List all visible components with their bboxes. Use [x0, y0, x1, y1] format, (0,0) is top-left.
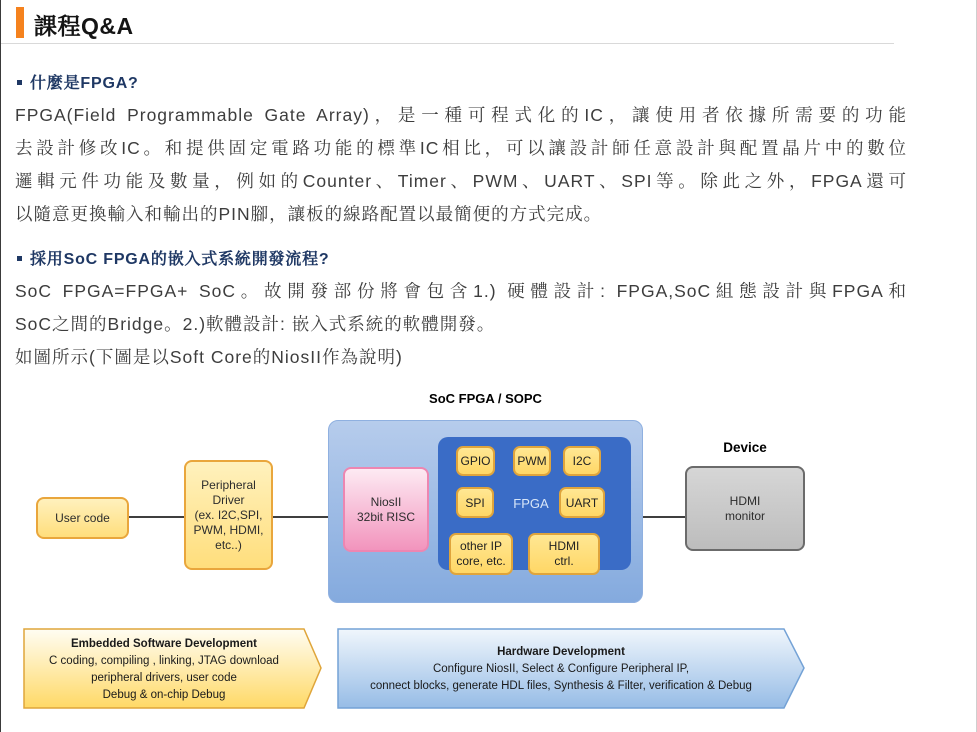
question-1-heading: [15, 70, 907, 93]
hdmi-ctrl-node: [528, 533, 600, 575]
banner-line: C coding, compiling , linking, JTAG download: [49, 655, 279, 667]
node-line: ctrl.: [554, 554, 574, 568]
node-line: (ex. I2C,SPI,: [194, 507, 263, 522]
peripheral-driver-node: [184, 460, 273, 570]
page-title: 課程Q&A: [34, 13, 134, 39]
hardware-banner-title: Hardware Development: [497, 646, 625, 658]
node-line: PWM: [517, 454, 547, 468]
banner-line: Debug & on-chip Debug: [102, 689, 226, 701]
node-line: HDMI: [548, 539, 580, 553]
spi-node: [456, 487, 494, 518]
node-line: PWM, HDMI,: [193, 522, 264, 537]
node-line: Driver: [212, 492, 245, 507]
user-code-label: User code: [55, 510, 110, 525]
answer-1: [15, 99, 907, 231]
soc-fpga-diagram: [1, 385, 977, 615]
node-line: 32bit RISC: [356, 509, 416, 524]
banner-line: peripheral drivers, user code: [91, 672, 237, 684]
node-line: etc..): [215, 537, 242, 552]
uart-node: [559, 487, 605, 518]
node-line: SPI: [465, 495, 485, 510]
answer-line: 去設計修改IC。和提供固定電路功能的標準IC相比，可以讓設計師任意設計與配置晶片中的數位: [15, 138, 907, 158]
answer-line: SoC之間的Bridge。2.)軟體設計: 嵌入式系統的軟體開發。: [15, 314, 496, 334]
connector-line: [643, 516, 685, 518]
node-line: other IP: [459, 539, 503, 553]
header-divider: [1, 43, 894, 44]
banner-line: connect blocks, generate HDL files, Synthesis & Filter, verification & Debug: [370, 680, 752, 692]
node-line: NiosII: [370, 494, 402, 509]
node-line: GPIO: [460, 454, 491, 468]
diagram-title: SoC FPGA / SOPC: [429, 391, 542, 406]
answer-line: FPGA(Field Programmable Gate Array)，是一種可程式化的IC，讓使用者依據所需要的功能: [15, 105, 907, 125]
node-line: UART: [565, 495, 599, 510]
answer-line: 如圖所示(下圖是以Soft Core的NiosII作為說明): [15, 347, 403, 367]
connector-line: [129, 516, 184, 518]
process-banners: [1, 628, 977, 710]
answer-line: 以隨意更換輸入和輸出的PIN腳，讓板的線路配置以最簡便的方式完成。: [15, 204, 603, 224]
question-2-text: 採用SoC FPGA的嵌入式系統開發流程?: [30, 251, 330, 268]
answer-line: SoC FPGA=FPGA+ SoC。故開發部份將會包含1.) 硬體設計: FPGA,SoC組態設計與FPGA和: [15, 281, 907, 301]
user-code-node: [36, 497, 129, 539]
niosii-node: [343, 467, 429, 552]
device-label: Device: [723, 440, 767, 455]
pwm-node: [513, 446, 551, 476]
i2c-node: [563, 446, 601, 476]
node-line: core, etc.: [456, 554, 506, 568]
qa-section-1: [15, 70, 907, 231]
node-line: I2C: [572, 454, 592, 468]
hdmi-monitor-node: [685, 466, 805, 551]
node-line: Peripheral: [201, 477, 256, 492]
software-banner-text: [23, 636, 305, 704]
question-1-text: 什麼是FPGA?: [30, 75, 139, 92]
question-2-heading: [15, 246, 907, 269]
fpga-label: FPGA: [513, 496, 549, 511]
accent-bar: [16, 7, 24, 38]
bullet-icon: [17, 80, 22, 85]
node-line: monitor: [724, 508, 765, 523]
hardware-banner-text: [337, 644, 785, 695]
answer-2: [15, 275, 907, 374]
answer-line: 邏輯元件功能及數量，例如的Counter、Timer、PWM、UART、SPI等。除此之外，FPGA還可: [15, 171, 907, 191]
qa-section-2: [15, 246, 907, 374]
bullet-icon: [17, 256, 22, 261]
banner-line: Configure NiosII, Select & Configure Peripheral IP,: [432, 663, 690, 675]
gpio-node: [456, 446, 495, 476]
other-ip-node: [449, 533, 513, 575]
software-banner-title: Embedded Software Development: [71, 638, 257, 650]
node-line: HDMI: [729, 493, 761, 508]
